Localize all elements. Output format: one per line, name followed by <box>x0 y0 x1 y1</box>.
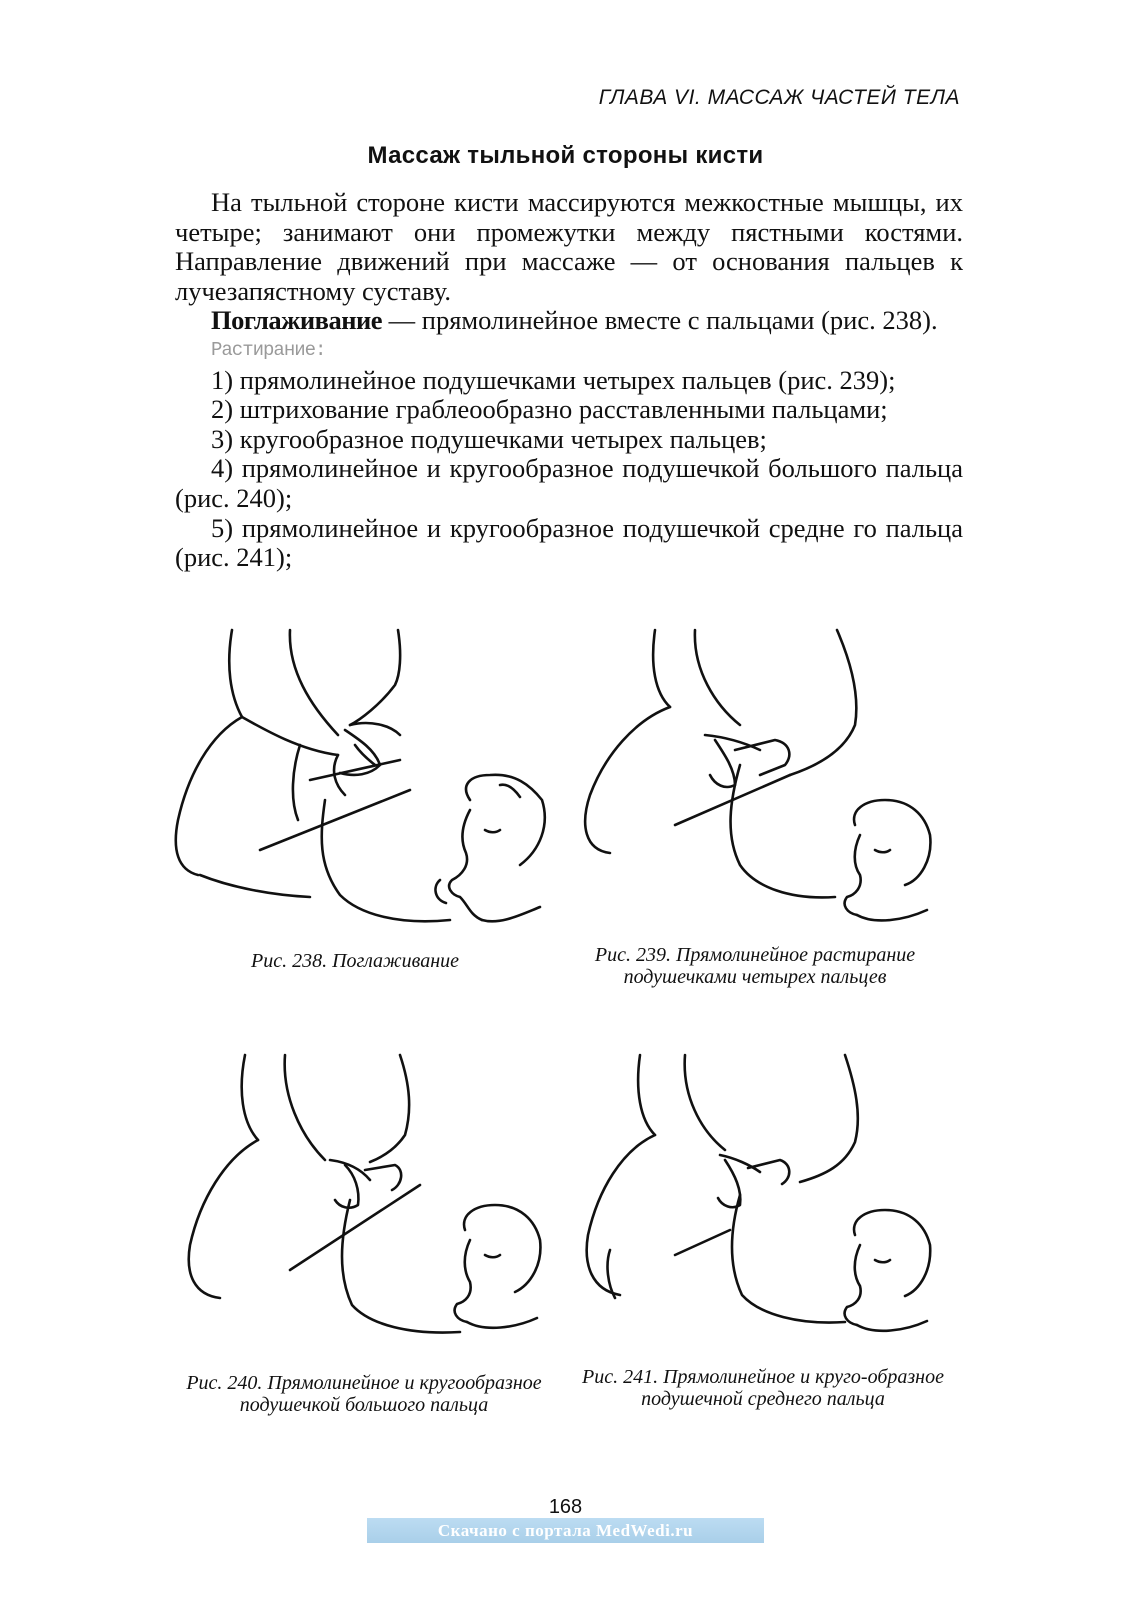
stroking-description: — прямолинейное вместе с пальцами (рис. 238). <box>382 305 938 336</box>
term-stroking: Поглаживание <box>211 305 383 336</box>
figure-239-caption: Рис. 239. Прямолинейное растирание подушечками четырех пальцев <box>594 944 916 988</box>
body-text <box>175 188 963 573</box>
figure-240-caption: Рис. 240. Прямолинейное и кругообразное подушечкой большого пальца <box>186 1372 542 1416</box>
list-item: 1) прямолинейное подушечками четырех пальцев (рис. 239); <box>211 364 896 395</box>
figure-239-illustration <box>575 625 955 935</box>
paragraph-intro: На тыльной стороне кисти массируются межкостные мышцы, их четыре; занимают они промежутки между пястными костями. Направление движений при массаже — от основания пальцев к лучезапястному суставу. <box>175 187 963 306</box>
list-item: 5) прямолинейное и кругообразное подушечкой средне го пальца (рис. 241); <box>175 512 963 573</box>
figure-241-caption: Рис. 241. Прямолинейное и круго-образное подушечной среднего пальца <box>582 1366 944 1410</box>
figure-238-illustration <box>170 625 570 945</box>
rubbing-label: Растирание: <box>211 338 326 361</box>
list-item: 3) кругообразное подушечками четырех пальцев; <box>211 423 767 454</box>
running-header: ГЛАВА VI. МАССАЖ ЧАСТЕЙ ТЕЛА <box>598 86 960 109</box>
figure-241-illustration <box>580 1050 950 1360</box>
download-banner[interactable]: Скачано с портала MedWedi.ru <box>367 1518 764 1543</box>
paragraph-stroking <box>175 306 963 336</box>
figure-240-illustration <box>180 1050 560 1360</box>
section-title: Массаж тыльной стороны кисти <box>367 142 764 169</box>
figure-238-caption: Рис. 238. Поглаживание <box>251 950 459 972</box>
list-item: 2) штрихование граблеообразно расставленными пальцами; <box>211 394 888 425</box>
page-number: 168 <box>548 1496 583 1518</box>
list-item: 4) прямолинейное и кругообразное подушечкой большого пальца (рис. 240); <box>175 453 963 513</box>
